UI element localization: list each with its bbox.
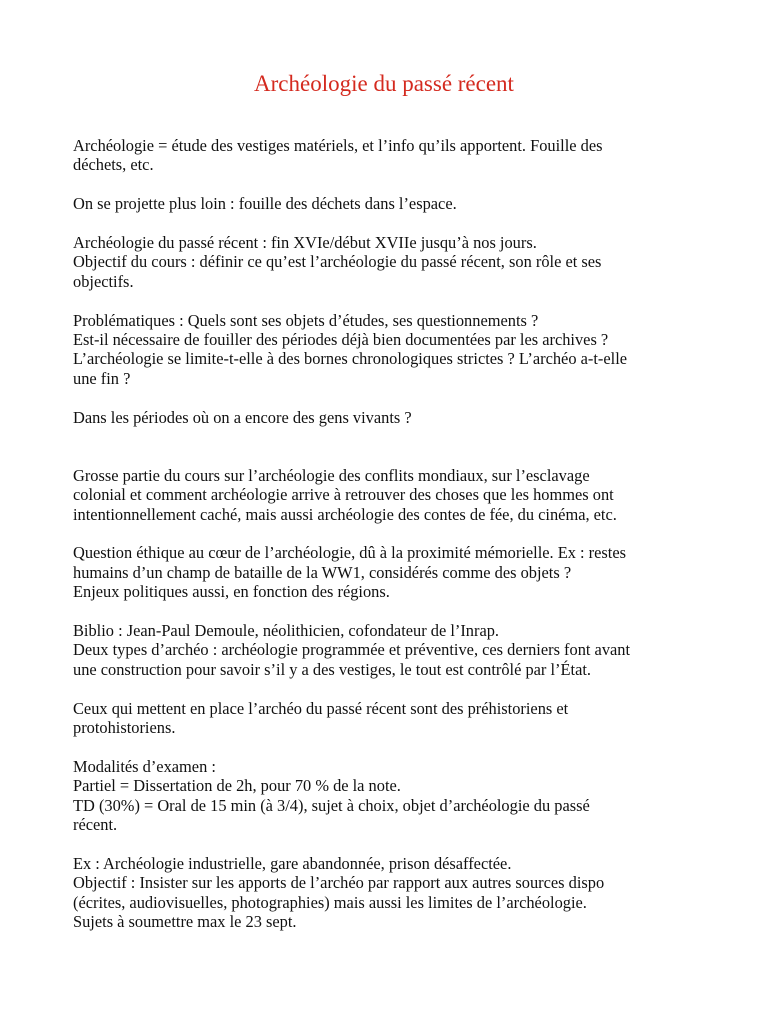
paragraph-spacer xyxy=(73,388,703,407)
paragraph-course-objective xyxy=(73,233,703,291)
paragraph-problematics xyxy=(73,311,703,389)
paragraph-spacer xyxy=(73,602,703,621)
text-line: une fin ? xyxy=(73,368,131,388)
text-line: Sujets à soumettre max le 23 sept. xyxy=(73,912,297,932)
text-line: colonial et comment archéologie arrive à retrouver des choses que les hommes ont xyxy=(73,485,614,505)
text-line: Dans les périodes où on a encore des gens vivants ? xyxy=(73,407,412,427)
text-line: Problématiques : Quels sont ses objets d’études, ses questionnements ? xyxy=(73,310,539,330)
text-line: une construction pour savoir s’il y a des vestiges, le tout est contrôlé par l’État. xyxy=(73,659,591,679)
paragraph-spacer xyxy=(73,679,703,698)
text-line: Question éthique au cœur de l’archéologie, dû à la proximité mémorielle. Ex : restes xyxy=(73,543,626,563)
text-line: TD (30%) = Oral de 15 min (à 3/4), sujet à choix, objet d’archéologie du passé xyxy=(73,795,590,815)
paragraph-spacer xyxy=(73,524,703,543)
text-line: Grosse partie du cours sur l’archéologie des conflits mondiaux, sur l’esclavage xyxy=(73,465,590,485)
document-body xyxy=(73,136,703,932)
text-line: récent. xyxy=(73,815,118,835)
text-line: On se projette plus loin : fouille des déchets dans l’espace. xyxy=(73,194,457,214)
text-line: L’archéologie se limite-t-elle à des bornes chronologiques strictes ? L’archéo a-t-elle xyxy=(73,349,628,369)
text-line: Archéologie = étude des vestiges matériels, et l’info qu’ils apportent. Fouille des xyxy=(73,136,603,155)
paragraph-space xyxy=(73,194,703,213)
paragraph-living-people xyxy=(73,408,703,427)
text-line: Objectif : Insister sur les apports de l’archéo par rapport aux autres sources dispo xyxy=(73,873,605,893)
text-line: Biblio : Jean-Paul Demoule, néolithicien, cofondateur de l’Inrap. xyxy=(73,621,500,641)
paragraph-spacer xyxy=(73,175,703,194)
text-line: intentionnellement caché, mais aussi archéologie des contes de fée, du cinéma, etc. xyxy=(73,504,617,524)
paragraph-spacer xyxy=(73,737,703,756)
text-line: Modalités d’examen : xyxy=(73,756,216,776)
paragraph-exam xyxy=(73,757,703,835)
paragraph-spacer xyxy=(73,427,703,466)
text-line: Enjeux politiques aussi, en fonction des régions. xyxy=(73,582,390,602)
text-line: humains d’un champ de bataille de la WW1, considérés comme des objets ? xyxy=(73,562,572,582)
text-line: Deux types d’archéo : archéologie programmée et préventive, ces derniers font avant xyxy=(73,640,631,660)
document-title: Archéologie du passé récent xyxy=(254,71,514,96)
text-line: Partiel = Dissertation de 2h, pour 70 % de la note. xyxy=(73,776,401,796)
paragraph-spacer xyxy=(73,834,703,853)
paragraph-spacer xyxy=(73,214,703,233)
text-line: objectifs. xyxy=(73,271,134,291)
text-line: protohistoriens. xyxy=(73,718,176,738)
paragraph-biblio xyxy=(73,621,703,679)
paragraph-course-content xyxy=(73,466,703,524)
paragraph-spacer xyxy=(73,291,703,310)
paragraph-definition xyxy=(73,136,703,175)
text-line: Est-il nécessaire de fouiller des périodes déjà bien documentées par les archives ? xyxy=(73,330,609,350)
paragraph-actors xyxy=(73,699,703,738)
text-line: Ceux qui mettent en place l’archéo du passé récent sont des préhistoriens et xyxy=(73,698,569,718)
paragraph-examples xyxy=(73,854,703,932)
text-line: (écrites, audiovisuelles, photographies) mais aussi les limites de l’archéologie. xyxy=(73,892,587,912)
text-line: Ex : Archéologie industrielle, gare abandonnée, prison désaffectée. xyxy=(73,853,512,873)
text-line: Archéologie du passé récent : fin XVIe/début XVIIe jusqu’à nos jours. xyxy=(73,233,537,252)
text-line: déchets, etc. xyxy=(73,155,154,175)
text-line: Objectif du cours : définir ce qu’est l’archéologie du passé récent, son rôle et ses xyxy=(73,252,602,272)
paragraph-ethics xyxy=(73,543,703,601)
